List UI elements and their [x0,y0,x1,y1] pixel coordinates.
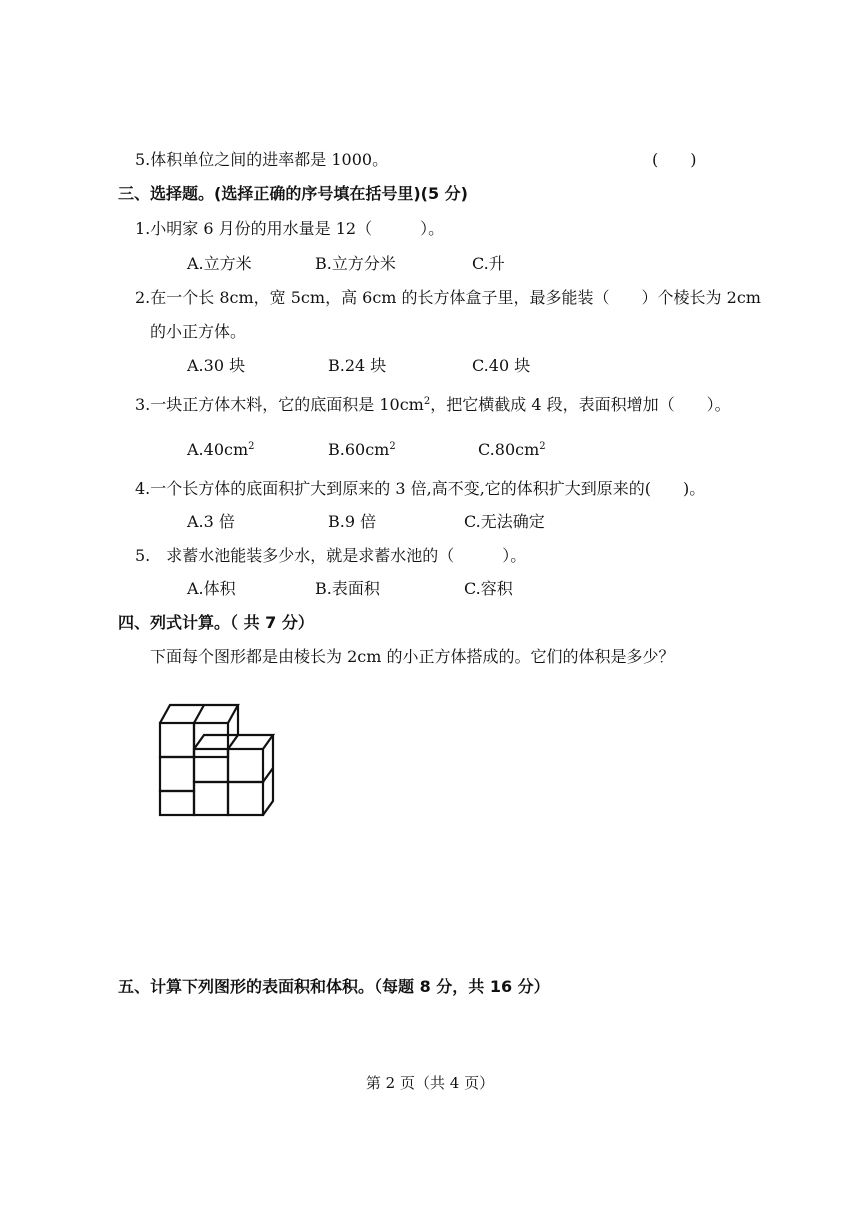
question-3-3 [135,395,731,415]
q3-option-b[interactable] [328,440,396,460]
q3-option-c[interactable] [478,440,546,460]
section-4-heading: 四、列式计算。（ 共 7 分） [118,613,314,632]
q3-option-c-sup: 2 [539,441,546,452]
q1-option-b[interactable]: B.立方分米 [315,254,396,273]
q3-text-before: 3.一块正方体木料，它的底面积是 10cm [135,395,424,414]
q2-option-a[interactable]: A.30 块 [187,356,246,375]
q3-option-c-label: C.80cm [478,440,540,459]
q3-sup: 2 [423,396,431,407]
q5-option-b[interactable]: B.表面积 [315,579,380,598]
q3-option-b-label: B.60cm [328,440,390,459]
q2-option-c[interactable]: C.40 块 [472,356,531,375]
q4-option-c[interactable]: C.无法确定 [464,512,545,531]
q1-option-c[interactable]: C.升 [472,254,505,273]
page-footer: 第 2 页（共 4 页） [365,1074,495,1092]
q5-option-a[interactable]: A.体积 [187,579,236,598]
section-3-heading: 三、选择题。(选择正确的序号填在括号里)(5 分) [118,184,468,203]
question-3-1: 1.小明家 6 月份的用水量是 12（ ）。 [135,219,445,238]
q3-option-a[interactable] [187,440,255,460]
question-3-2-line1: 2.在一个长 8cm，宽 5cm，高 6cm 的长方体盒子里，最多能装（ ）个棱长为 2cm [135,288,761,307]
q3-option-a-sup: 2 [248,441,255,452]
judgment-item-5-blank[interactable]: ( ) [652,150,697,169]
q4-option-a[interactable]: A.3 倍 [187,512,235,531]
q5-option-c[interactable]: C.容积 [464,579,513,598]
question-3-2-line2: 的小正方体。 [150,322,247,341]
cube-stack-figure [150,695,300,820]
judgment-item-5-text: 5.体积单位之间的进率都是 1000。 [135,150,389,169]
q4-option-b[interactable]: B.9 倍 [328,512,377,531]
question-3-5: 5. 求蓄水池能装多少水，就是求蓄水池的（ ）。 [135,546,527,565]
q3-text-after: ，把它横截成 4 段，表面积增加（ ）。 [430,395,731,414]
section-4-instruction: 下面每个图形都是由棱长为 2cm 的小正方体搭成的。它们的体积是多少？ [150,647,675,666]
q2-option-b[interactable]: B.24 块 [328,356,387,375]
question-3-4: 4.一个长方体的底面积扩大到原来的 3 倍,高不变,它的体积扩大到原来的( )。 [135,479,706,498]
q1-option-a[interactable]: A.立方米 [187,254,252,273]
q3-option-b-sup: 2 [389,441,396,452]
judgment-item-5 [135,150,388,170]
section-5-heading: 五、计算下列图形的表面积和体积。（每题 8 分，共 16 分） [118,977,550,996]
q3-option-a-label: A.40cm [187,440,249,459]
